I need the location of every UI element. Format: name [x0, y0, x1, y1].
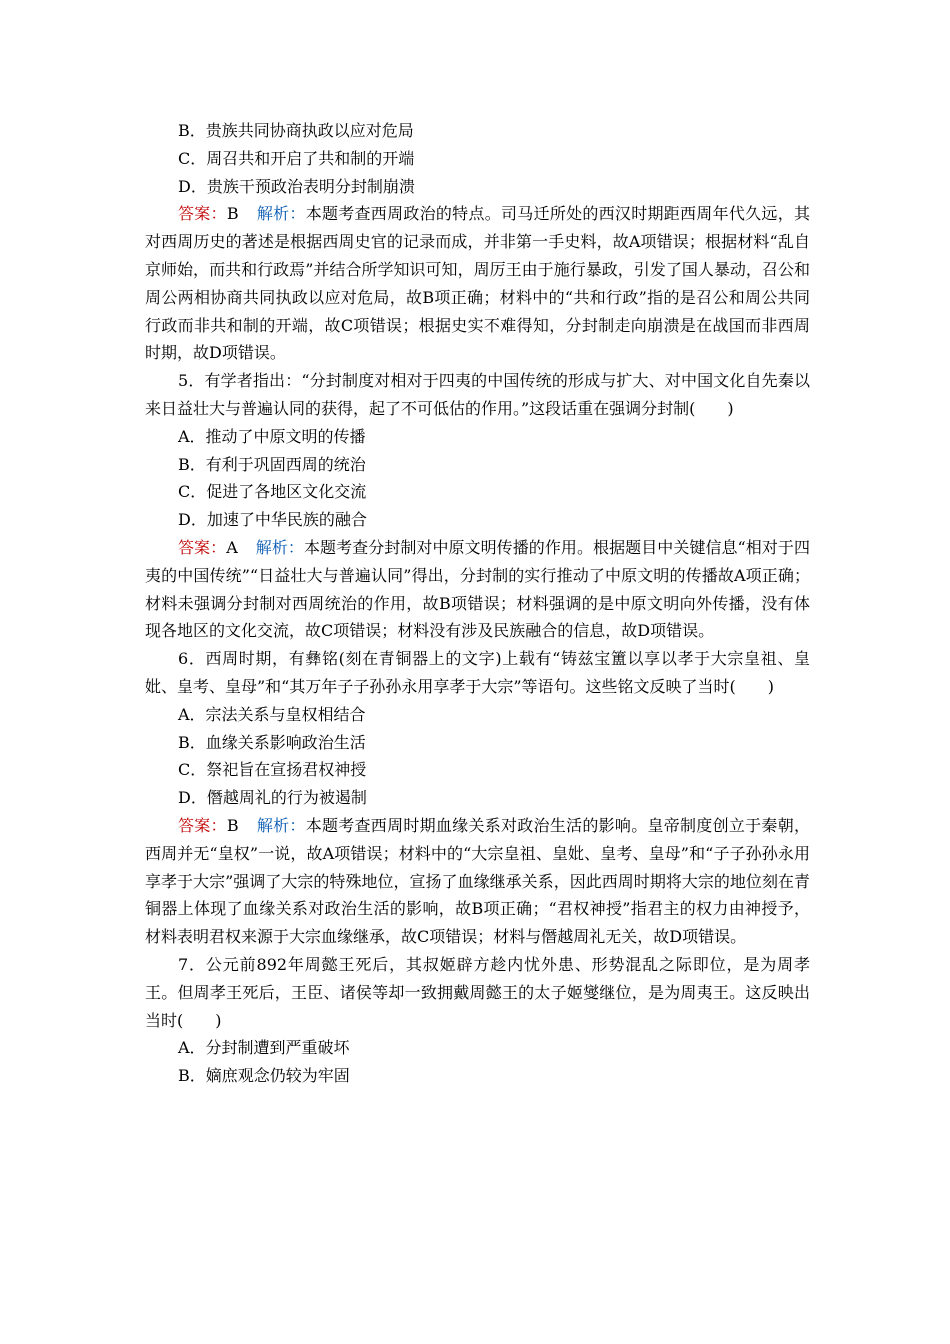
- q7-option-b: B．嫡庶观念仍较为牢固: [178, 1066, 350, 1086]
- option-d: D．贵族干预政治表明分封制崩溃: [178, 176, 415, 196]
- q5-stem: 5．有学者指出：“分封制度对相对于四夷的中国传统的形成与扩大、对中国文化自先秦以来日益壮大与普遍认同的获得，起了不可低估的作用。”这段话重在强调分封制( ): [145, 371, 810, 418]
- q5-option-a: A．推动了中原文明的传播: [178, 426, 366, 446]
- q6-option-a: A．宗法关系与皇权相结合: [178, 704, 366, 724]
- q5-option-b: B．有利于巩固西周的统治: [178, 454, 366, 474]
- q6-option-d: D．僭越周礼的行为被遏制: [178, 788, 367, 808]
- explanation-text: 本题考查西周政治的特点。司马迁所处的西汉时期距西周年代久远，其对西周历史的著述是根据西周史官的记录而成，并非第一手史料，故A项错误；根据材料“乱自京师始，而共和行政焉”并结合所学知识可知，周厉王由于施行暴政，引发了国人暴动，召公和周公两相协商共同执政以应对危局，故B项正确；材料中的“共和行政”指的是召公和周公共同行政而非共和制的开端，故C项错误；根据史实不难得知，分封制走向崩溃是在战国而非西周时期，故D项错误。: [145, 204, 810, 363]
- q7-option-a: A．分封制遭到严重破坏: [178, 1038, 350, 1058]
- option-b: B．贵族共同协商执政以应对危局: [178, 121, 414, 140]
- q6-answer-block: [145, 812, 810, 951]
- q5-answer-block: [145, 534, 810, 645]
- q7-stem: 7．公元前892年周懿王死后，其叔姬辟方趁内忧外患、形势混乱之际即位，是为周孝王。但周孝王死后，王臣、诸侯等却一致拥戴周懿王的太子姬燮继位，是为周夷王。这反映出当时( ): [145, 954, 810, 1030]
- q6-option-c: C．祭祀旨在宣扬君权神授: [178, 760, 367, 780]
- explanation-label: 解析：: [256, 204, 306, 224]
- explanation-text: 本题考查分封制对中原文明传播的作用。根据题目中关键信息“相对于四夷的中国传统”“日益壮大与普遍认同”得出，分封制的实行推动了中原文明的传播故A项正确；材料未强调分封制对西周统治的作用，故B项错误；材料强调的是中原文明向外传播，没有体现各地区的文化交流，故C项错误；材料没有涉及民族融合的信息，故D项错误。: [145, 537, 810, 641]
- q5-option-c: C．促进了各地区文化交流: [178, 482, 367, 502]
- explanation-text: 本题考查西周时期血缘关系对政治生活的影响。皇帝制度创立于秦朝，西周并无“皇权”一说，故A项错误；材料中的“大宗皇祖、皇妣、皇考、皇母”和“子子孙孙永用享孝于大宗”强调了大宗的特殊地位，宣扬了血缘继承关系，因此西周时期将大宗的地位刻在青铜器上体现了血缘关系对政治生活的影响，故B项正确；“君权神授”指君主的权力由神授予，材料表明君权来源于大宗血缘继承，故C项错误；材料与僭越周礼无关，故D项错误。: [145, 815, 810, 947]
- answer-label: 答案：: [178, 537, 227, 557]
- answer-value: A: [226, 537, 238, 557]
- q4-answer-block: [145, 200, 810, 367]
- explanation-label: 解析：: [255, 537, 304, 557]
- answer-label: 答案：: [178, 204, 227, 224]
- page-content: [145, 117, 810, 1090]
- explanation-label: 解析：: [256, 815, 306, 835]
- q6-option-b: B．血缘关系影响政治生活: [178, 732, 366, 752]
- answer-value: B: [226, 204, 239, 224]
- option-c: C．周召共和开启了共和制的开端: [178, 148, 415, 168]
- answer-value: B: [226, 815, 239, 835]
- answer-label: 答案：: [178, 815, 227, 835]
- q5-option-d: D．加速了中华民族的融合: [178, 510, 367, 530]
- q6-stem: 6．西周时期，有彝铭(刻在青铜器上的文字)上载有“铸兹宝簠以享以孝于大宗皇祖、皇妣、皇考、皇母”和“其万年子子孙孙永用享孝于大宗”等语句。这些铭文反映了当时( ): [145, 649, 810, 696]
